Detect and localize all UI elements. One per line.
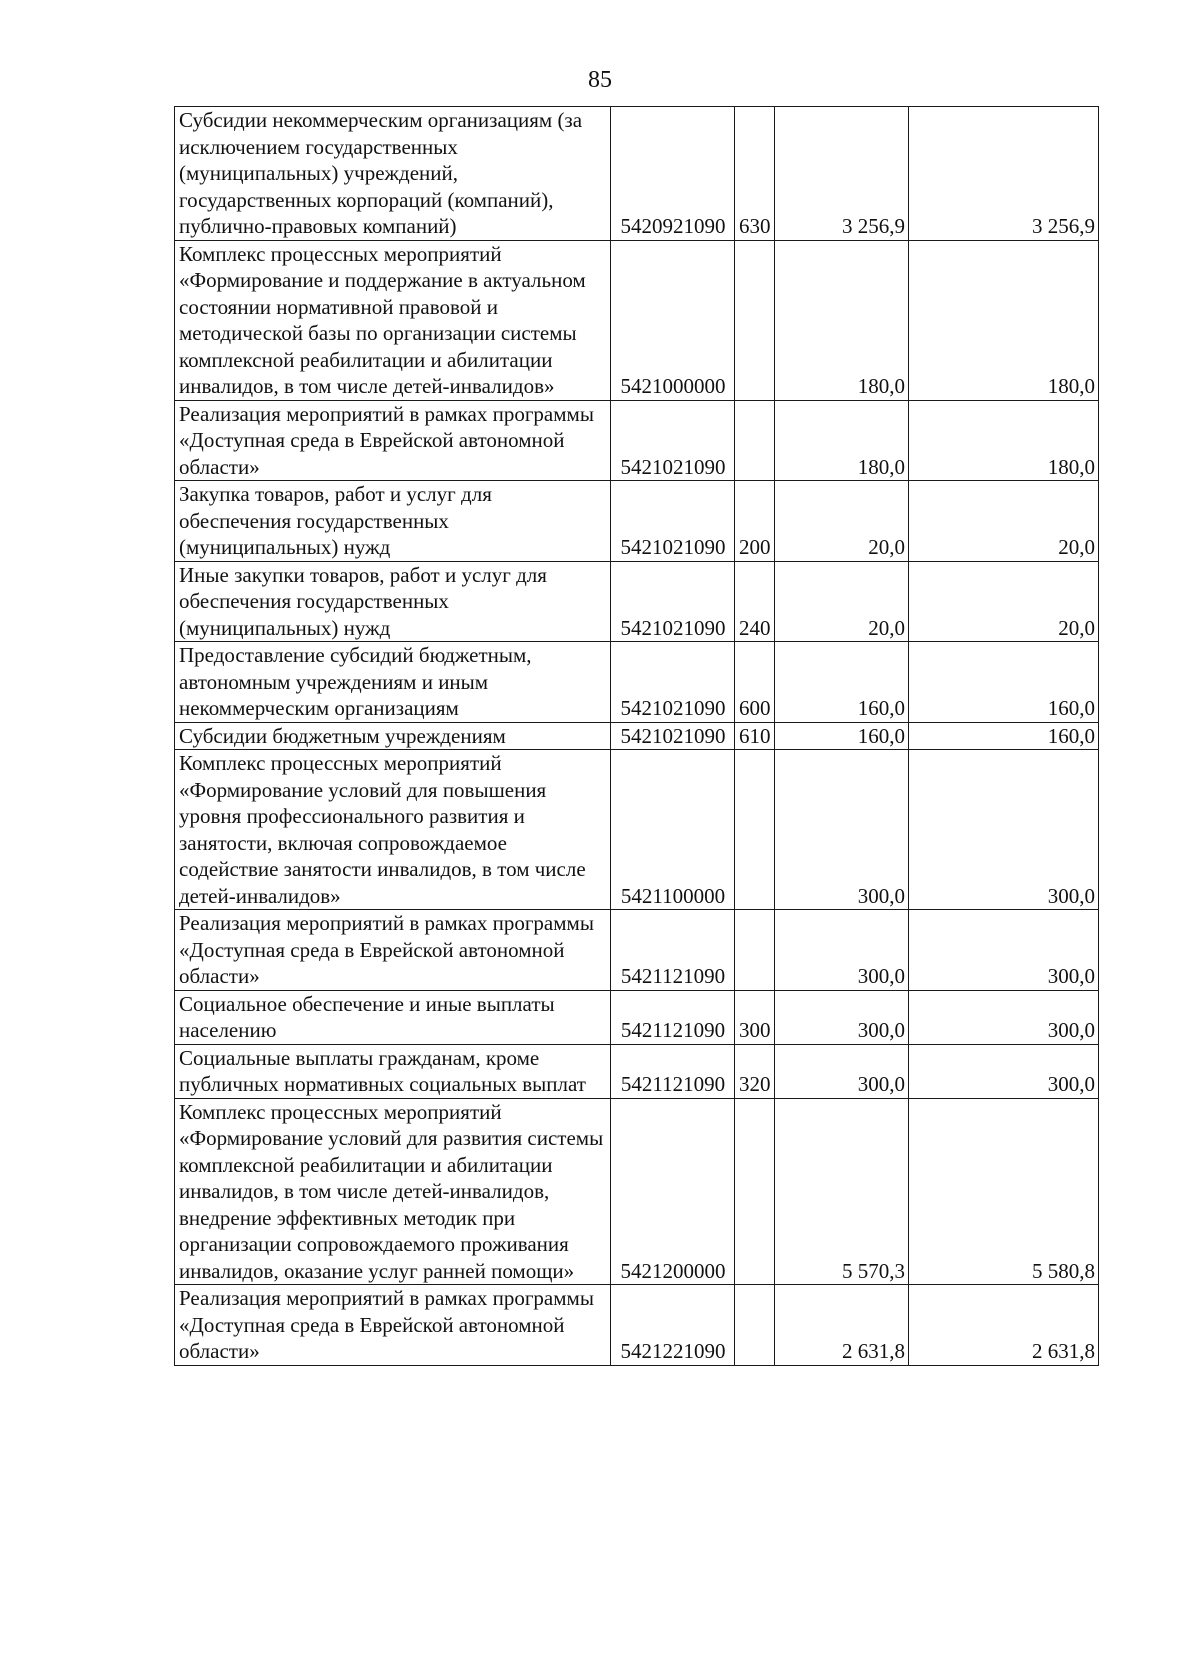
row-type-cell (735, 1098, 775, 1285)
row-code-cell: 5421021090 (611, 400, 735, 481)
row-value-2025-cell: 20,0 (909, 561, 1099, 642)
row-value-2024-cell: 160,0 (775, 722, 909, 750)
row-name-cell: Иные закупки товаров, работ и услуг для обеспечения государственных (муниципальных) нужд (175, 561, 611, 642)
table-row (175, 481, 1099, 562)
row-type-cell: 600 (735, 642, 775, 723)
table-row (175, 107, 1099, 241)
table-row (175, 240, 1099, 400)
row-value-2024-cell: 20,0 (775, 481, 909, 562)
row-value-2024-cell: 180,0 (775, 240, 909, 400)
row-value-2025-cell: 160,0 (909, 722, 1099, 750)
row-code-cell: 5421000000 (611, 240, 735, 400)
row-type-cell (735, 400, 775, 481)
row-value-2024-cell: 300,0 (775, 910, 909, 991)
row-value-2025-cell: 2 631,8 (909, 1285, 1099, 1366)
row-value-2025-cell: 300,0 (909, 910, 1099, 991)
row-type-cell (735, 750, 775, 910)
row-value-2024-cell: 300,0 (775, 1044, 909, 1098)
row-value-2024-cell: 3 256,9 (775, 107, 909, 241)
table-row (175, 1044, 1099, 1098)
row-name-cell: Социальное обеспечение и иные выплаты населению (175, 990, 611, 1044)
row-name-cell: Предоставление субсидий бюджетным, автономным учреждениям и иным некоммерческим организациям (175, 642, 611, 723)
table-row (175, 642, 1099, 723)
row-type-cell (735, 1285, 775, 1366)
row-name-cell: Субсидии бюджетным учреждениям (175, 722, 611, 750)
row-code-cell: 5421021090 (611, 561, 735, 642)
row-code-cell: 5421121090 (611, 910, 735, 991)
table-row (175, 750, 1099, 910)
page-number: 85 (588, 67, 612, 93)
row-value-2025-cell: 160,0 (909, 642, 1099, 723)
table-row (175, 722, 1099, 750)
row-value-2024-cell: 300,0 (775, 750, 909, 910)
row-type-cell (735, 910, 775, 991)
row-code-cell: 5421121090 (611, 990, 735, 1044)
row-value-2024-cell: 2 631,8 (775, 1285, 909, 1366)
row-value-2025-cell: 180,0 (909, 400, 1099, 481)
table-row (175, 990, 1099, 1044)
row-name-cell: Субсидии некоммерческим организациям (за исключением государственных (муниципальных) учреждений, государственных корпораций (компаний), публично-правовых компаний) (175, 107, 611, 241)
row-code-cell: 5421021090 (611, 722, 735, 750)
row-value-2024-cell: 300,0 (775, 990, 909, 1044)
row-code-cell: 5420921090 (611, 107, 735, 241)
row-name-cell: Закупка товаров, работ и услуг для обеспечения государственных (муниципальных) нужд (175, 481, 611, 562)
budget-table-body (175, 107, 1099, 1366)
row-value-2024-cell: 5 570,3 (775, 1098, 909, 1285)
table-row (175, 910, 1099, 991)
table-row (175, 1285, 1099, 1366)
row-code-cell: 5421021090 (611, 642, 735, 723)
row-value-2024-cell: 180,0 (775, 400, 909, 481)
row-name-cell: Комплекс процессных мероприятий «Формирование и поддержание в актуальном состоянии нормативной правовой и методической базы по организации системы комплексной реабилитации и абилитации инвалидов, в том числе детей-инвалидов» (175, 240, 611, 400)
row-code-cell: 5421200000 (611, 1098, 735, 1285)
row-type-cell: 200 (735, 481, 775, 562)
table-row (175, 1098, 1099, 1285)
row-value-2025-cell: 180,0 (909, 240, 1099, 400)
budget-table (174, 106, 1099, 1366)
row-name-cell: Комплекс процессных мероприятий «Формирование условий для повышения уровня профессионального развития и занятости, включая сопровождаемое содействие занятости инвалидов, в том числе детей-инвалидов» (175, 750, 611, 910)
row-type-cell: 240 (735, 561, 775, 642)
row-value-2025-cell: 20,0 (909, 481, 1099, 562)
table-row (175, 561, 1099, 642)
row-code-cell: 5421221090 (611, 1285, 735, 1366)
row-code-cell: 5421100000 (611, 750, 735, 910)
row-code-cell: 5421121090 (611, 1044, 735, 1098)
row-type-cell: 610 (735, 722, 775, 750)
row-value-2025-cell: 300,0 (909, 1044, 1099, 1098)
table-row (175, 400, 1099, 481)
row-name-cell: Реализация мероприятий в рамках программы «Доступная среда в Еврейской автономной области» (175, 400, 611, 481)
row-value-2025-cell: 300,0 (909, 990, 1099, 1044)
row-type-cell: 300 (735, 990, 775, 1044)
row-name-cell: Реализация мероприятий в рамках программы «Доступная среда в Еврейской автономной области» (175, 910, 611, 991)
row-value-2025-cell: 5 580,8 (909, 1098, 1099, 1285)
row-name-cell: Социальные выплаты гражданам, кроме публичных нормативных социальных выплат (175, 1044, 611, 1098)
row-value-2025-cell: 300,0 (909, 750, 1099, 910)
row-name-cell: Комплекс процессных мероприятий «Формирование условий для развития системы комплексной реабилитации и абилитации инвалидов, в том числе детей-инвалидов, внедрение эффективных методик при организации сопровождаемого проживания инвалидов, оказание услуг ранней помощи» (175, 1098, 611, 1285)
row-name-cell: Реализация мероприятий в рамках программы «Доступная среда в Еврейской автономной области» (175, 1285, 611, 1366)
row-code-cell: 5421021090 (611, 481, 735, 562)
row-type-cell: 320 (735, 1044, 775, 1098)
row-value-2024-cell: 20,0 (775, 561, 909, 642)
row-value-2025-cell: 3 256,9 (909, 107, 1099, 241)
row-value-2024-cell: 160,0 (775, 642, 909, 723)
row-type-cell (735, 240, 775, 400)
row-type-cell: 630 (735, 107, 775, 241)
